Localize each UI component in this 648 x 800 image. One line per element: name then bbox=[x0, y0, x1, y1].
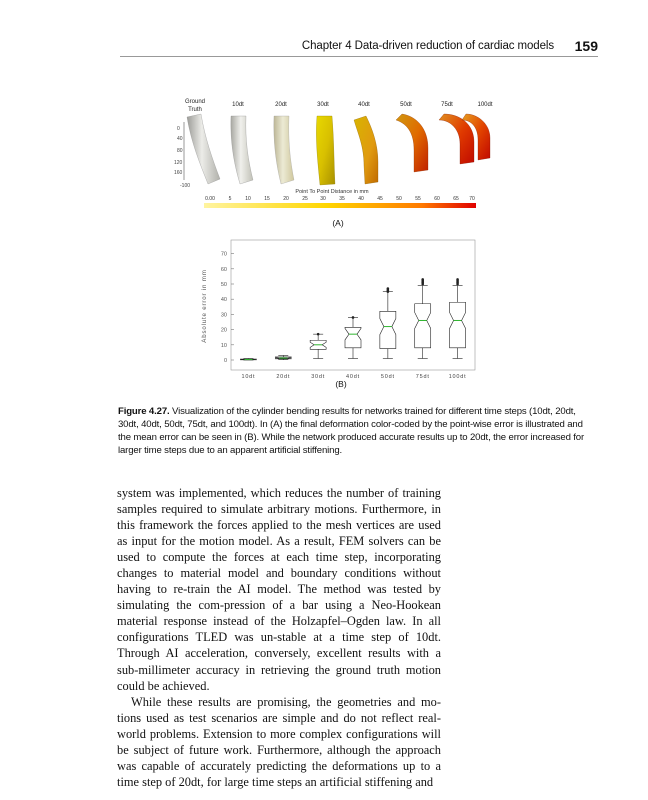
colorbar-tick: 50 bbox=[396, 196, 402, 202]
cylinder-20dt bbox=[274, 116, 294, 184]
y-tick-label: 60 bbox=[220, 266, 227, 273]
colorbar-tick: 5 bbox=[228, 196, 232, 202]
colorbar-tick: 40 bbox=[358, 196, 364, 202]
y-tick-label: 70 bbox=[220, 251, 227, 258]
label-40dt: 40dt bbox=[358, 102, 370, 108]
label-10dt: 10dt bbox=[232, 102, 244, 108]
y-tick-label: 50 bbox=[220, 282, 227, 288]
y-tick-label: 0 bbox=[223, 358, 227, 364]
x-tick-label: 50dt bbox=[380, 374, 395, 380]
cylinder-50dt bbox=[396, 114, 428, 172]
y-tick-label: 30 bbox=[220, 312, 227, 319]
cylinder-30dt bbox=[316, 116, 335, 185]
panel-label-a: (A) bbox=[332, 218, 344, 228]
outlier-point bbox=[317, 333, 320, 336]
cylinder-40dt bbox=[354, 116, 378, 184]
colorbar-tick: 60 bbox=[434, 196, 440, 202]
colorbar bbox=[204, 203, 476, 208]
paragraph-2: While these results are promising, the geometries and mo-tions used as test scenarios are simple and do not reflect real-world problems. Extension to more complex configurations will be subject of future work. Furthermore, although the approach was capable of accurately predicting the deformations up to a time step of 20dt, for large time steps an artificial stiffening and bbox=[117, 694, 441, 789]
x-tick-label: 20dt bbox=[276, 374, 291, 380]
outlier-point bbox=[421, 278, 424, 281]
label-30dt: 30dt bbox=[317, 102, 329, 108]
axis-tick-40: 40 bbox=[177, 136, 183, 142]
page-number: 159 bbox=[574, 38, 598, 54]
axis-tick-120: 120 bbox=[174, 160, 183, 166]
notched-box bbox=[415, 304, 431, 348]
colorbar-title: Point To Point Distance in mm bbox=[295, 189, 369, 195]
outlier-point bbox=[387, 287, 390, 290]
x-tick-label: 75dt bbox=[415, 374, 430, 380]
y-tick-label: 20 bbox=[220, 327, 227, 334]
axis-tick-160: 160 bbox=[174, 170, 183, 176]
running-header bbox=[120, 38, 598, 56]
figure-panel-b-boxplot bbox=[195, 236, 485, 391]
cylinder-ground-truth bbox=[187, 114, 220, 184]
caption-label: Figure 4.27. bbox=[118, 406, 170, 417]
y-tick-label: 40 bbox=[220, 297, 227, 304]
label-ground-truth-1: Ground bbox=[184, 99, 206, 105]
colorbar-tick: 45 bbox=[377, 196, 383, 202]
cylinder-10dt bbox=[231, 116, 253, 184]
chapter-title: Chapter 4 Data-driven reduction of cardiac models bbox=[301, 40, 554, 52]
colorbar-tick: 10 bbox=[245, 196, 251, 202]
colorbar-tick: 30 bbox=[320, 196, 326, 202]
outlier-point bbox=[352, 316, 355, 319]
paragraph-1: system was implemented, which reduces the number of training samples required to simulate arbitrary motions. Furthermore, in this framework the forces applied to the mesh vertices are used as input for the motion model. As a result, FEM solvers can be used to compute the forces at each time step, incorporating changes to material model and boundary conditions without having to re-train the AI model. The method was tested by simulating the com-pression of a bar using a Neo-Hookean material response instead of the Holzapfel–Ogden law. In all configurations TLED was un-stable at a time step of 10dt. Through AI acceleration, conversely, excellent results with a sub-millimeter accuracy in retrieving the ground truth motion could be achieved. bbox=[117, 486, 441, 693]
colorbar-tick: 55 bbox=[415, 196, 421, 202]
figure-caption bbox=[118, 405, 596, 457]
caption-text: Visualization of the cylinder bending results for networks trained for different time steps (10dt, 20dt, 30dt, 40dt, 50dt, 75dt, and 100dt). In (A) the final deformation color-coded by the point-wise error is illustrated and the mean error can be seen in (B). While the network produced accurate results up to 20dt, the error increased for larger time steps due to an apparent artificial stiffening. bbox=[118, 406, 585, 456]
label-ground-truth-2: Truth bbox=[188, 107, 202, 113]
figure-panel-a bbox=[160, 92, 493, 232]
colorbar-tick: 35 bbox=[339, 196, 345, 202]
axis-tick-neg100: -100 bbox=[180, 183, 191, 189]
colorbar-tick: 0.00 bbox=[205, 196, 215, 202]
outlier-point bbox=[456, 278, 459, 281]
x-tick-label: 30dt bbox=[311, 374, 326, 380]
x-tick-label: 100dt bbox=[448, 374, 467, 380]
y-axis-label: Absolute error in mm bbox=[201, 269, 208, 343]
colorbar-tick: 20 bbox=[283, 196, 289, 202]
colorbar-tick: 15 bbox=[264, 196, 270, 202]
axis-tick-0: 0 bbox=[177, 126, 180, 132]
y-tick-label: 10 bbox=[220, 342, 227, 349]
notched-box bbox=[380, 311, 396, 348]
notched-box bbox=[450, 302, 466, 348]
panel-label-b: (B) bbox=[335, 379, 347, 389]
axis-gizmo bbox=[174, 122, 190, 189]
x-tick-label: 40dt bbox=[346, 374, 360, 380]
header-rule bbox=[120, 56, 598, 57]
notched-box bbox=[345, 327, 361, 348]
label-75dt: 75dt bbox=[441, 102, 453, 108]
colorbar-tick: 70 bbox=[469, 196, 475, 202]
label-100dt: 100dt bbox=[477, 102, 493, 108]
label-50dt: 50dt bbox=[400, 102, 412, 108]
body-text bbox=[117, 485, 441, 790]
label-20dt: 20dt bbox=[275, 102, 287, 108]
colorbar-tick: 65 bbox=[453, 196, 459, 202]
colorbar-ticks bbox=[205, 196, 475, 202]
colorbar-tick: 25 bbox=[302, 196, 308, 202]
x-tick-label: 10dt bbox=[241, 374, 256, 380]
axis-tick-80: 80 bbox=[177, 148, 183, 154]
